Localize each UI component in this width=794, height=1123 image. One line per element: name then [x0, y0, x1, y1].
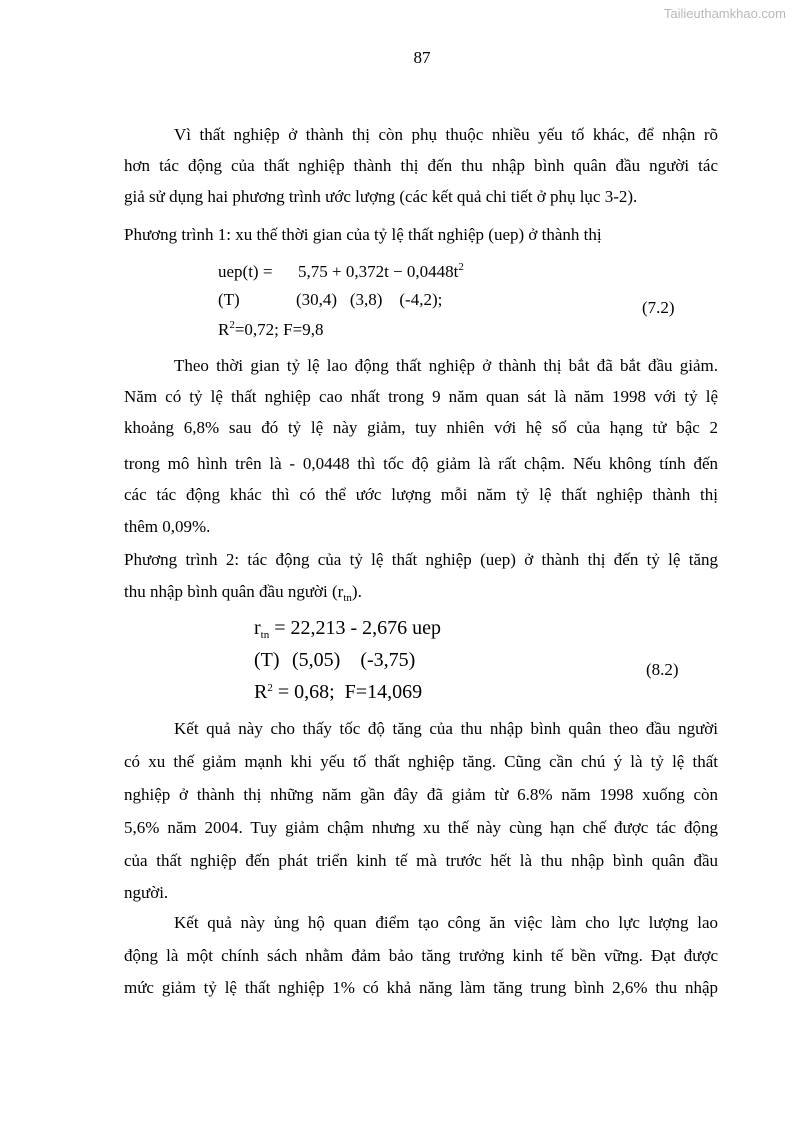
equation-1-rhs: $5,75 + 0,372t - 0,0448t^2$: [298, 261, 464, 281]
paragraph-3-line-6: người.: [124, 883, 169, 902]
paragraph-3-line-3: nghiệp ở thành thị những năm gần đây đã giảm từ 6.8% năm 1998 xuống còn: [124, 785, 718, 804]
equation-1-t-label: (T): [218, 290, 240, 309]
equation-1-lhs: uep(t) =: [218, 262, 273, 281]
paragraph-3-line-1: Kết quả này cho thấy tốc độ tăng của thu nhập bình quân theo đầu người: [174, 719, 718, 738]
paragraph-3-line-5: của thất nghiệp đến phát triển kinh tế mà trước hết là thu nhập bình quân đầu: [124, 851, 718, 870]
paragraph-4-line-2: động là một chính sách nhằm đảm bảo tăng trưởng kinh tế bền vững. Đạt được: [124, 946, 718, 965]
paragraph-3-line-4: 5,6% năm 2004. Tuy giảm chậm nhưng xu thế này cùng hạn chế được tác động: [124, 818, 718, 837]
paragraph-2-line-6: thêm 0,09%.: [124, 517, 211, 536]
paragraph-4-line-3: mức giảm tỷ lệ thất nghiệp 1% có khả năng làm tăng trung bình 2,6% thu nhập: [124, 978, 718, 997]
paragraph-2-line-1: Theo thời gian tỷ lệ lao động thất nghiệp ở thành thị bắt đã bắt đầu giảm.: [174, 356, 718, 375]
page-number: 87: [413, 48, 431, 67]
equation-2-t-label: (T): [254, 649, 280, 671]
equation-2-main: $r_{tn} = 22,213 - 2,676$ uep: [254, 617, 442, 641]
equation-1-number: (7.2): [642, 298, 675, 317]
equation-2-heading-line-1: Phương trình 2: tác động của tỷ lệ thất nghiệp (uep) ở thành thị đến tỷ lệ tăng: [124, 550, 718, 569]
watermark: Tailieuthamkhao.com: [663, 6, 786, 21]
paragraph-2-line-5: các tác động khác thì có thể ước lượng mỗi năm tỷ lệ thất nghiệp thành thị: [124, 485, 718, 504]
paragraph-4-line-1: Kết quả này ủng hộ quan điểm tạo công ăn việc làm cho lực lượng lao: [174, 913, 718, 932]
paragraph-2-line-4: trong mô hình trên là - 0,0448 thì tốc độ giảm là rất chậm. Nếu không tính đến: [124, 454, 718, 473]
paragraph-2-line-3: khoảng 6,8% sau đó tỷ lệ này giảm, tuy nhiên với hệ số của hạng tử bậc 2: [124, 418, 718, 437]
equation-2-heading-line-2: thu nhập bình quân đầu người $(r_{tn})$.: [124, 582, 362, 604]
equation-2-fit-stats: $R^2 = 0,68$; F=14,069: [254, 681, 423, 703]
paragraph-1-line-2: hơn tác động của thất nghiệp thành thị đến thu nhập bình quân đầu người tác: [124, 156, 718, 175]
equation-1-t-values: (30,4) (3,8) (-4,2);: [296, 290, 443, 309]
equation-2-t-values: (5,05) (-3,75): [292, 649, 416, 671]
paragraph-3-line-2: có xu thế giảm mạnh khi yếu tố thất nghiệp tăng. Cũng cần chú ý là tỷ lệ thất: [124, 752, 718, 771]
equation-1-fit-stats: $R^2=0,72$; F=9,8: [218, 319, 324, 339]
equation-2-number: (8.2): [646, 660, 679, 679]
paragraph-1-line-1: Vì thất nghiệp ở thành thị còn phụ thuộc nhiều yếu tố khác, để nhận rõ: [174, 125, 718, 144]
equation-1-heading: Phương trình 1: xu thế thời gian của tỷ lệ thất nghiệp (uep) ở thành thị: [124, 225, 602, 244]
paragraph-1-line-3: giả sử dụng hai phương trình ước lượng (các kết quả chi tiết ở phụ lục 3-2).: [124, 187, 638, 206]
paragraph-2-line-2: Năm có tỷ lệ thất nghiệp cao nhất trong 9 năm quan sát là năm 1998 với tỷ lệ: [124, 387, 718, 406]
